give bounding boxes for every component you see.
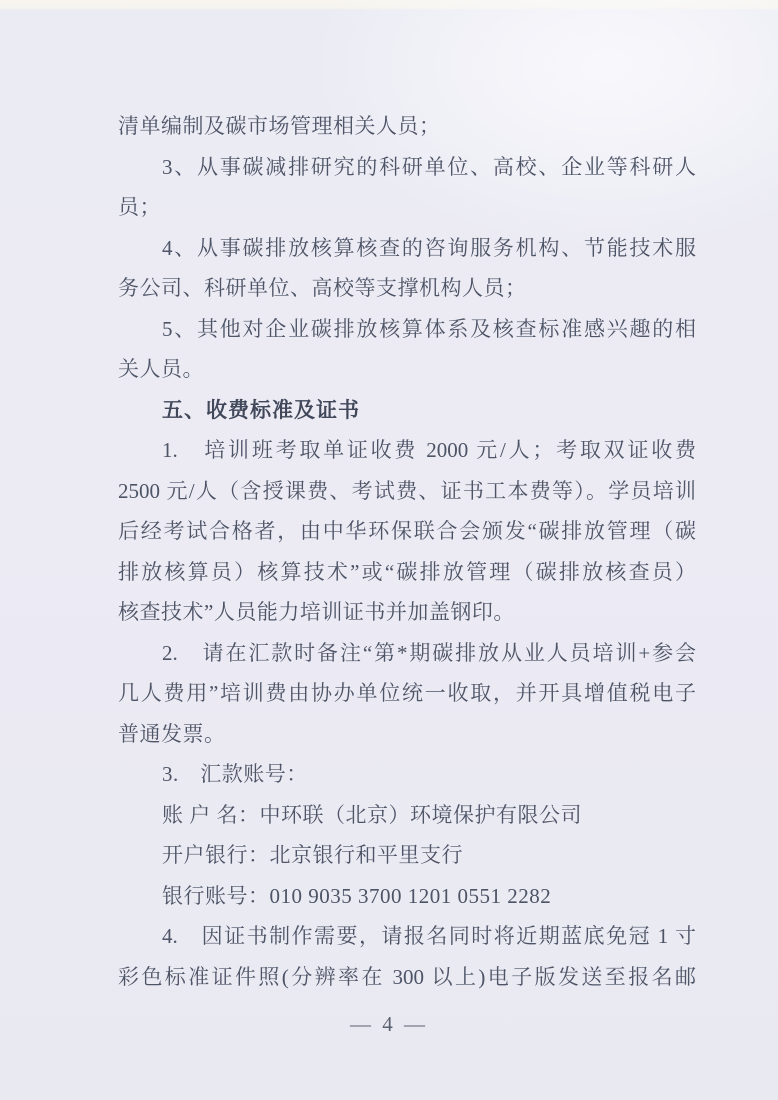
bank-line: 开户银行：北京银行和平里支行: [162, 843, 463, 867]
text-line: 排放核算员）核算技术”或“碳排放管理（碳排放核查员）: [118, 559, 696, 584]
text-line: 2500 元/人（含授课费、考试费、证书工本费等）。学员培训: [118, 478, 696, 503]
text-line: 关人员。: [118, 357, 204, 381]
text-line: 员；: [118, 195, 161, 219]
text-line: 核查技术”人员能力培训证书并加盖钢印。: [118, 600, 515, 624]
text-line: 普通发票。: [118, 721, 226, 746]
document-text-block: [118, 106, 696, 997]
text-line: 5、其他对企业碳排放核算体系及核查标准感兴趣的相: [162, 316, 696, 341]
text-line: 后经考试合格者，由中华环保联合会颁发“碳排放管理（碳: [118, 519, 696, 543]
text-line: 清单编制及碳市场管理相关人员；: [118, 114, 441, 138]
text-line: 务公司、科研单位、高校等支撑机构人员；: [118, 276, 527, 300]
remittance-account-heading: 3. 汇款账号：: [162, 762, 308, 786]
text-line: 彩色标准证件照(分辨率在 300 以上)电子版发送至报名邮: [118, 964, 696, 989]
text-line: 2. 请在汇款时备注“第*期碳排放从业人员培训+参会: [162, 640, 696, 665]
account-number-line: 银行账号：010 9035 3700 1201 0551 2282: [162, 883, 552, 908]
text-line: 3、从事碳减排研究的科研单位、高校、企业等科研人: [162, 154, 696, 179]
section-heading: 五、收费标准及证书: [162, 397, 360, 422]
account-name-line: 账 户 名：中环联（北京）环境保护有限公司: [162, 802, 582, 827]
text-line: 1. 培训班考取单证收费 2000 元/人；考取双证收费: [162, 438, 696, 462]
text-line: 4、从事碳排放核算核查的咨询服务机构、节能技术服: [162, 235, 696, 260]
text-line: 4. 因证书制作需要，请报名同时将近期蓝底免冠 1 寸: [162, 924, 696, 948]
text-line: 几人费用”培训费由协办单位统一收取，并开具增值税电子: [118, 681, 696, 705]
page-number: — 4 —: [350, 1012, 428, 1036]
